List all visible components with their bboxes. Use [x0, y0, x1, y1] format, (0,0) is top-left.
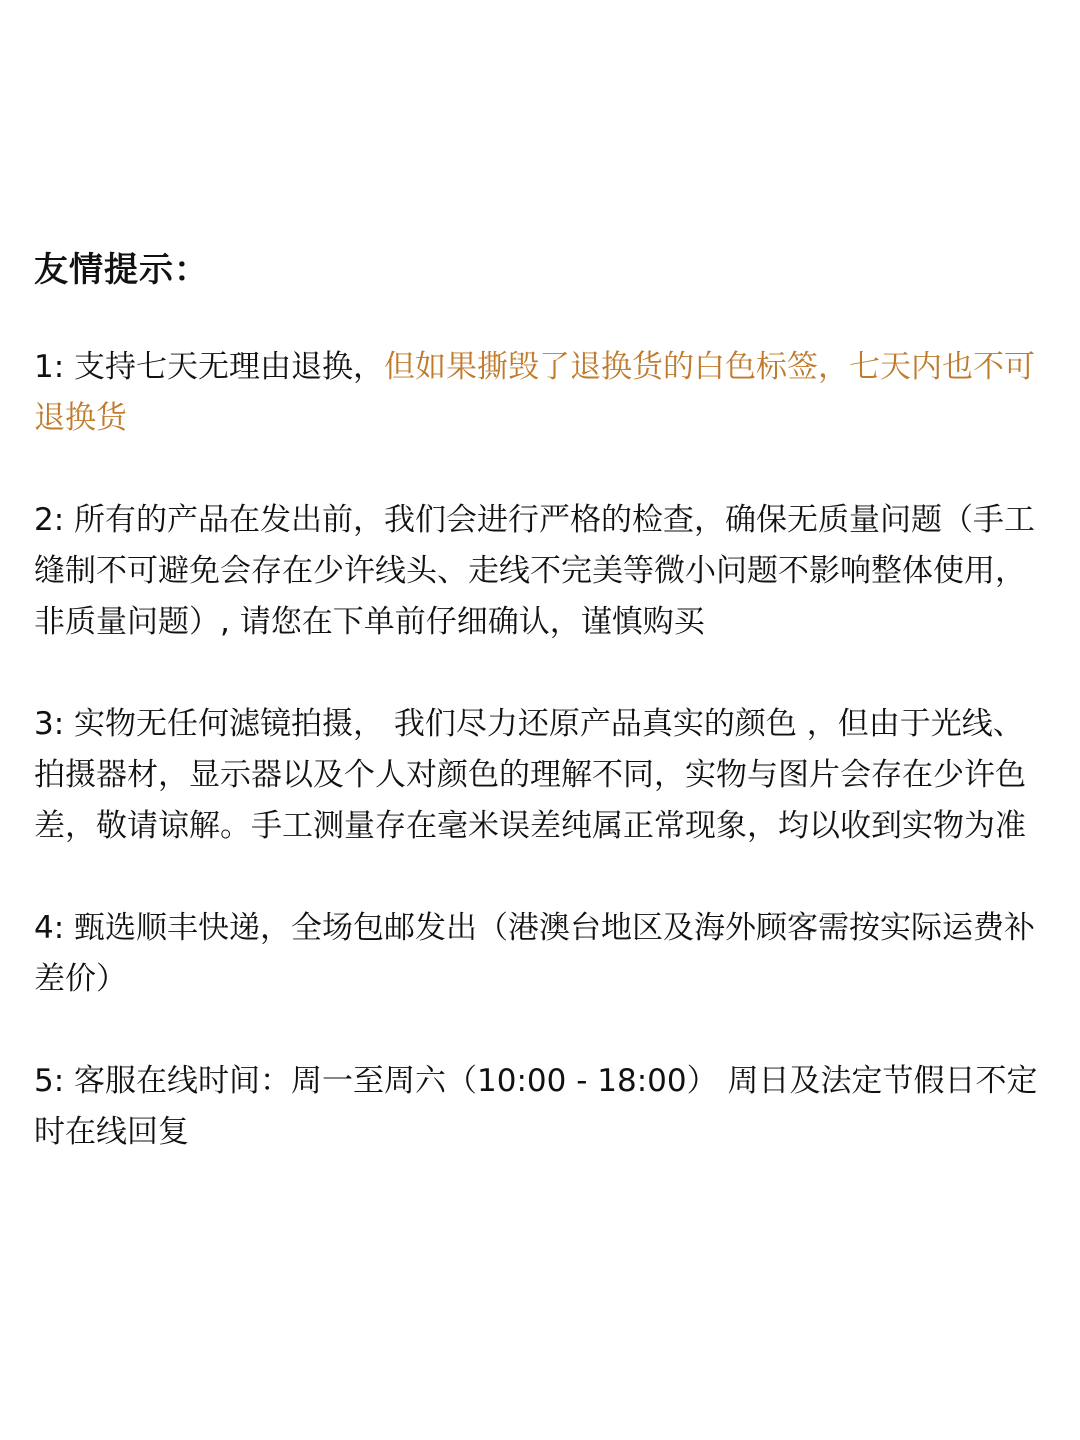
notice-title: 友情提示：: [34, 250, 209, 290]
notice-item-5: [34, 1056, 1054, 1158]
item-number: 4:: [34, 910, 75, 946]
item-text: 所有的产品在发出前，我们会进行严格的检查，确保无质量问题（手工缝制不可避免会存在少许线头、走线不完美等微小问题不影响整体使用，非质量问题）, 请您在下单前仔细确认，谨慎购买: [34, 502, 1036, 640]
item-number: 1:: [34, 349, 75, 385]
item-number: 3:: [34, 706, 75, 742]
item-highlight-text: 但如果撕毁了退换货的白色标签，七天内也不可退换货: [34, 349, 1036, 436]
item-number: 5:: [34, 1063, 75, 1099]
notice-item-4: [34, 903, 1054, 1005]
item-text: 支持七天无理由退换，: [74, 349, 385, 385]
notice-section: [34, 240, 1054, 1209]
item-text: 甄选顺丰快递，全场包邮发出（港澳台地区及海外顾客需按实际运费补差价）: [34, 910, 1036, 997]
item-text: 实物无任何滤镜拍摄， 我们尽力还原产品真实的颜色 ，但由于光线、拍摄器材，显示器以及个人对颜色的理解不同，实物与图片会存在少许色差，敬请谅解。手工测量存在毫米误差纯属正常现象，均以收到实物为准: [34, 706, 1026, 844]
item-text: 客服在线时间：周一至周六（10:00 - 18:00） 周日及法定节假日不定时在线回复: [34, 1063, 1038, 1150]
item-number: 2:: [34, 502, 75, 538]
notice-item-3: [34, 699, 1054, 852]
notice-item-1: [34, 342, 1054, 444]
notice-item-2: [34, 495, 1054, 648]
